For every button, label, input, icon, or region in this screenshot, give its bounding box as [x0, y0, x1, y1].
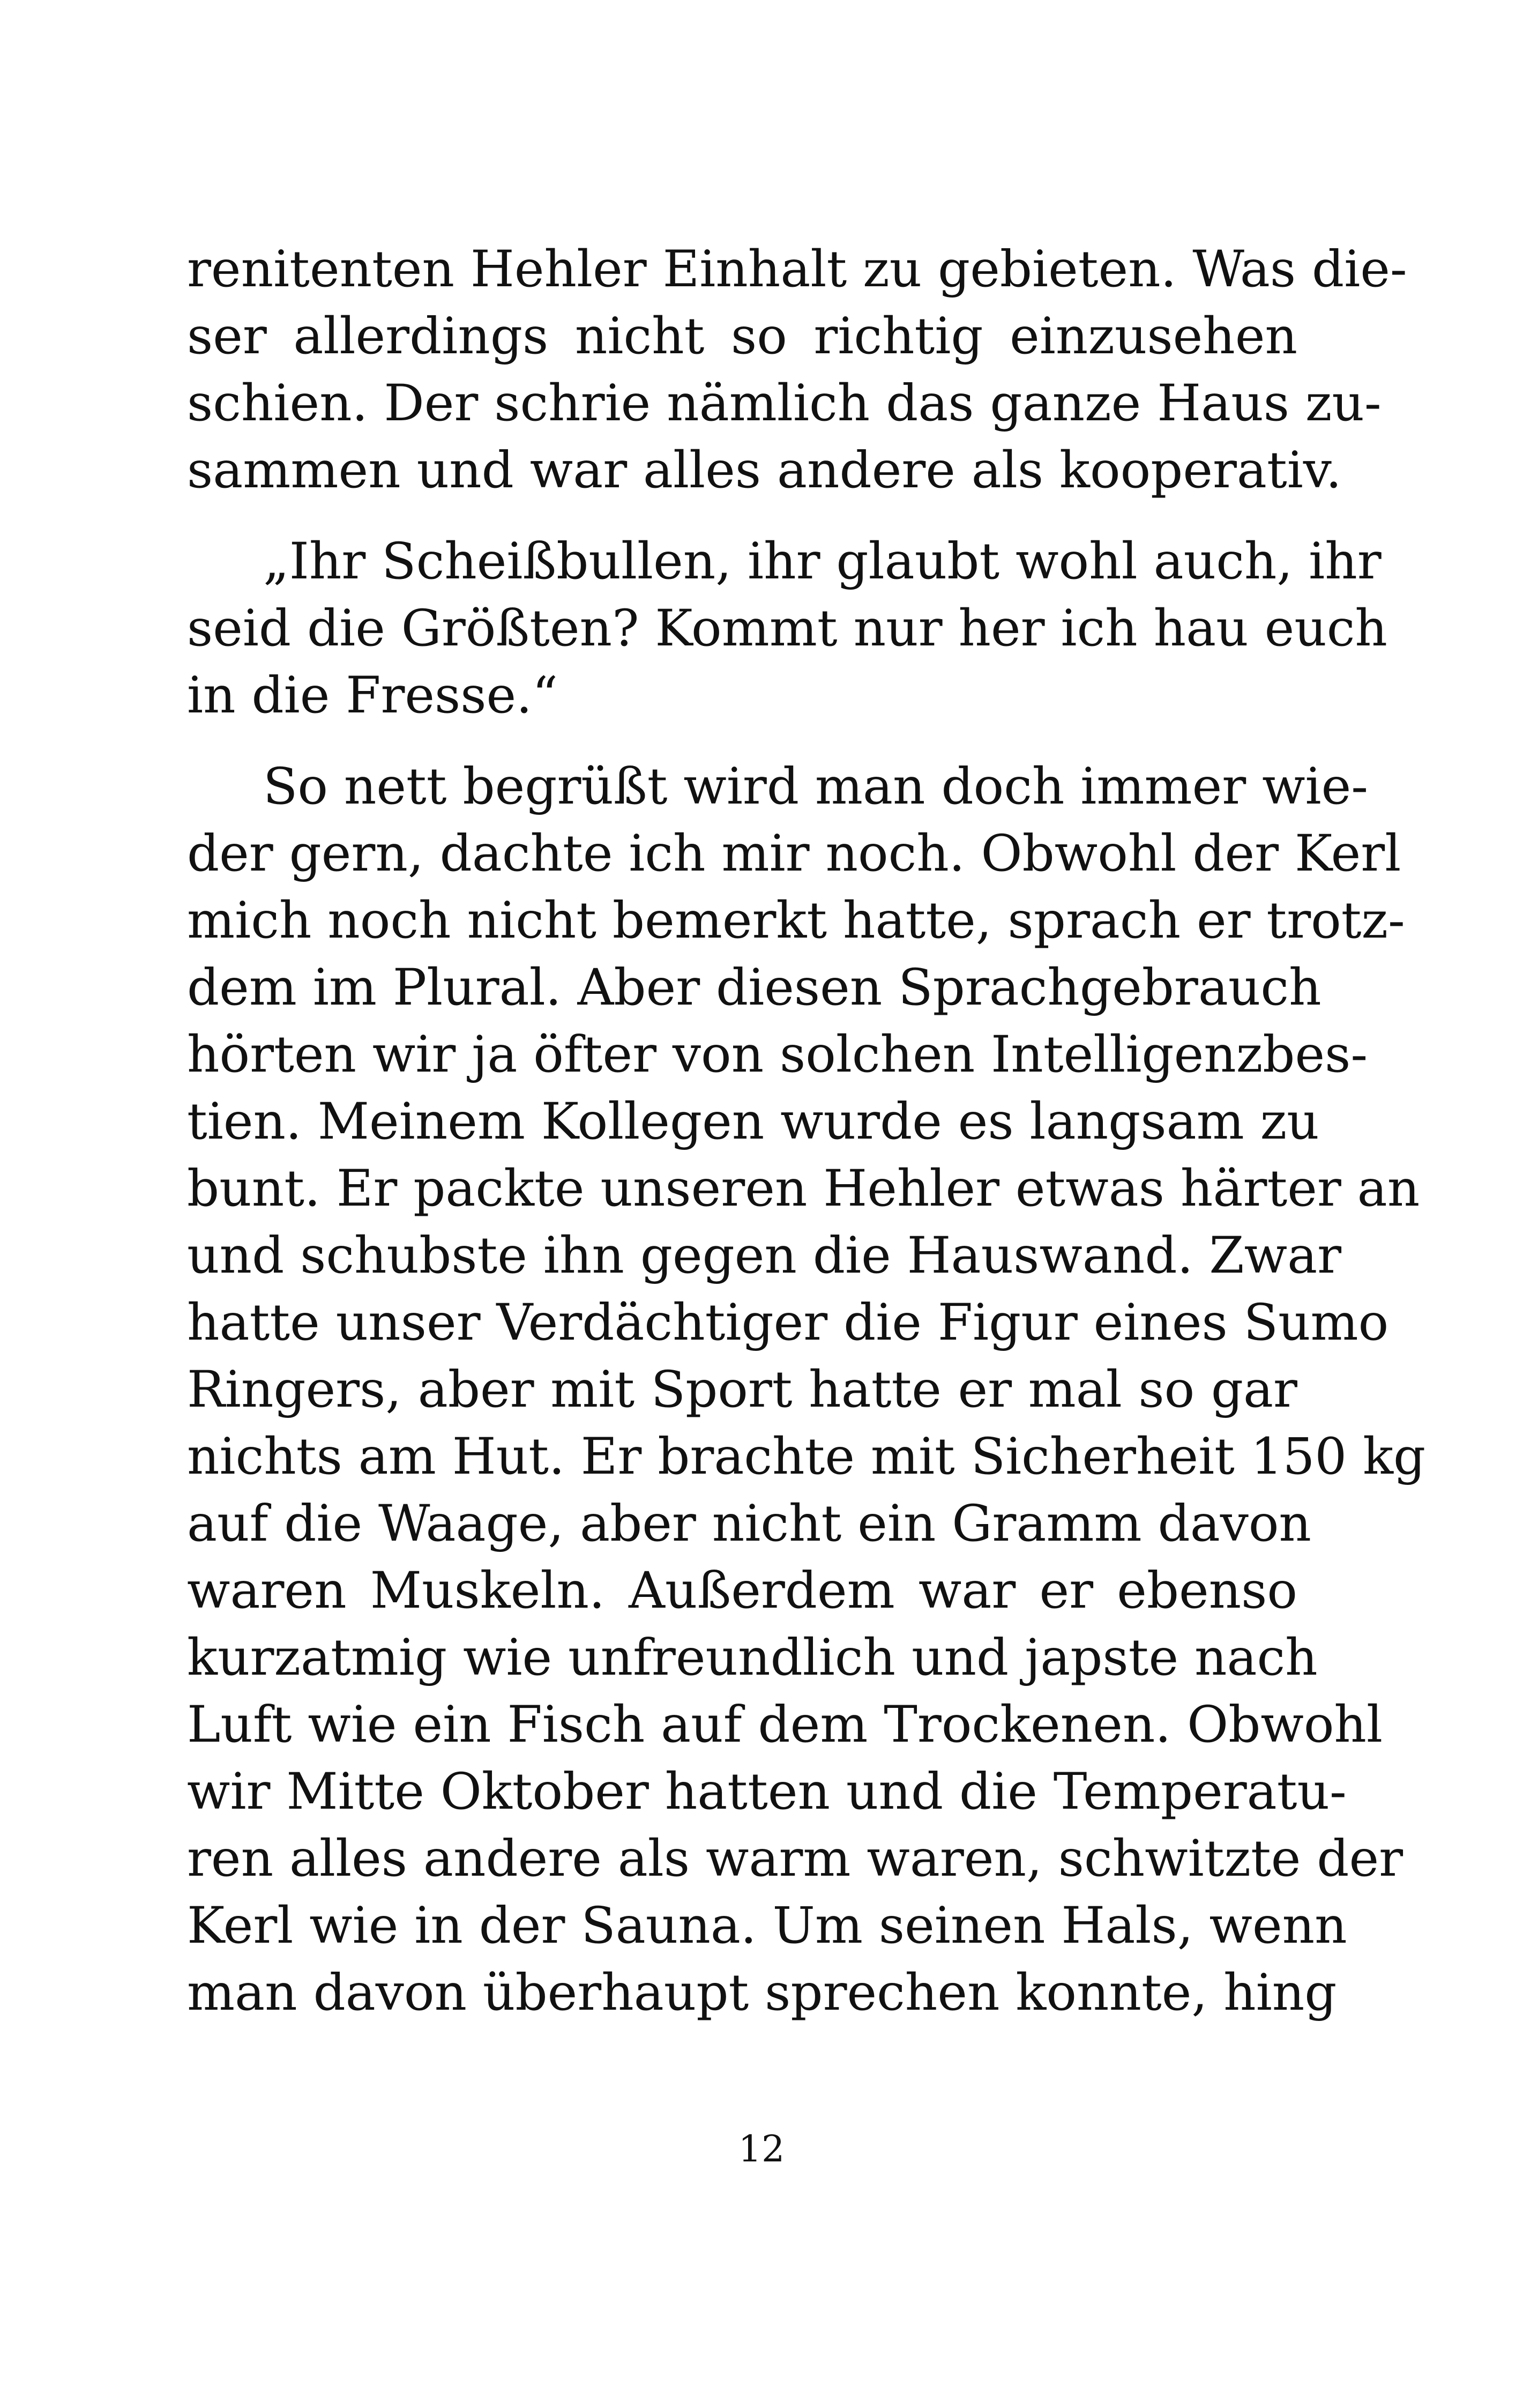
- paragraph-2: [187, 528, 1387, 729]
- paragraph-1: [187, 236, 1407, 504]
- text-line: und schubste ihn gegen die Hauswand. Zwar: [187, 1227, 1342, 1285]
- paragraph-3: [187, 753, 1426, 2026]
- text-line: sammen und war alles andere als kooperativ.: [187, 441, 1342, 500]
- text-line: mich noch nicht bemerkt hatte, sprach er trotz-: [187, 891, 1405, 950]
- text-line: seid die Größten? Kommt nur her ich hau euch: [187, 599, 1387, 658]
- text-line: ser allerdings nicht so richtig einzusehen: [187, 307, 1297, 366]
- text-line: nichts am Hut. Er brachte mit Sicherheit 150 kg: [187, 1428, 1426, 1486]
- text-line: hatte unser Verdächtiger die Figur eines Sumo: [187, 1294, 1389, 1352]
- text-line: ren alles andere als warm waren, schwitzte der: [187, 1830, 1403, 1888]
- text-line: renitenten Hehler Einhalt zu gebieten. Was die-: [187, 240, 1407, 299]
- text-line: tien. Meinem Kollegen wurde es langsam zu: [187, 1092, 1319, 1151]
- text-line: waren Muskeln. Außerdem war er ebenso: [187, 1562, 1297, 1620]
- text-line: man davon überhaupt sprechen konnte, hing: [187, 1964, 1337, 2022]
- text-line: auf die Waage, aber nicht ein Gramm davon: [187, 1495, 1311, 1553]
- text-line: So nett begrüßt wird man doch immer wie-: [263, 757, 1368, 816]
- text-line: Luft wie ein Fisch auf dem Trockenen. Obwohl: [187, 1696, 1383, 1754]
- page-body: [187, 236, 1426, 2026]
- text-line: Kerl wie in der Sauna. Um seinen Hals, wenn: [187, 1897, 1347, 1955]
- text-line: hörten wir ja öfter von solchen Intelligenzbes-: [187, 1025, 1368, 1084]
- text-line: wir Mitte Oktober hatten und die Temperatu-: [187, 1763, 1347, 1821]
- text-line: „Ihr Scheißbullen, ihr glaubt wohl auch, ihr: [263, 532, 1382, 591]
- page-number: 12: [738, 2128, 785, 2171]
- text-line: schien. Der schrie nämlich das ganze Haus zu-: [187, 374, 1382, 433]
- text-line: in die Fresse.“: [187, 666, 558, 725]
- text-line: Ringers, aber mit Sport hatte er mal so gar: [187, 1361, 1297, 1419]
- text-line: der gern, dachte ich mir noch. Obwohl der Kerl: [187, 824, 1401, 883]
- text-line: kurzatmig wie unfreundlich und japste nach: [187, 1629, 1318, 1687]
- text-line: dem im Plural. Aber diesen Sprachgebrauch: [187, 958, 1322, 1017]
- text-line: bunt. Er packte unseren Hehler etwas härter an: [187, 1160, 1420, 1218]
